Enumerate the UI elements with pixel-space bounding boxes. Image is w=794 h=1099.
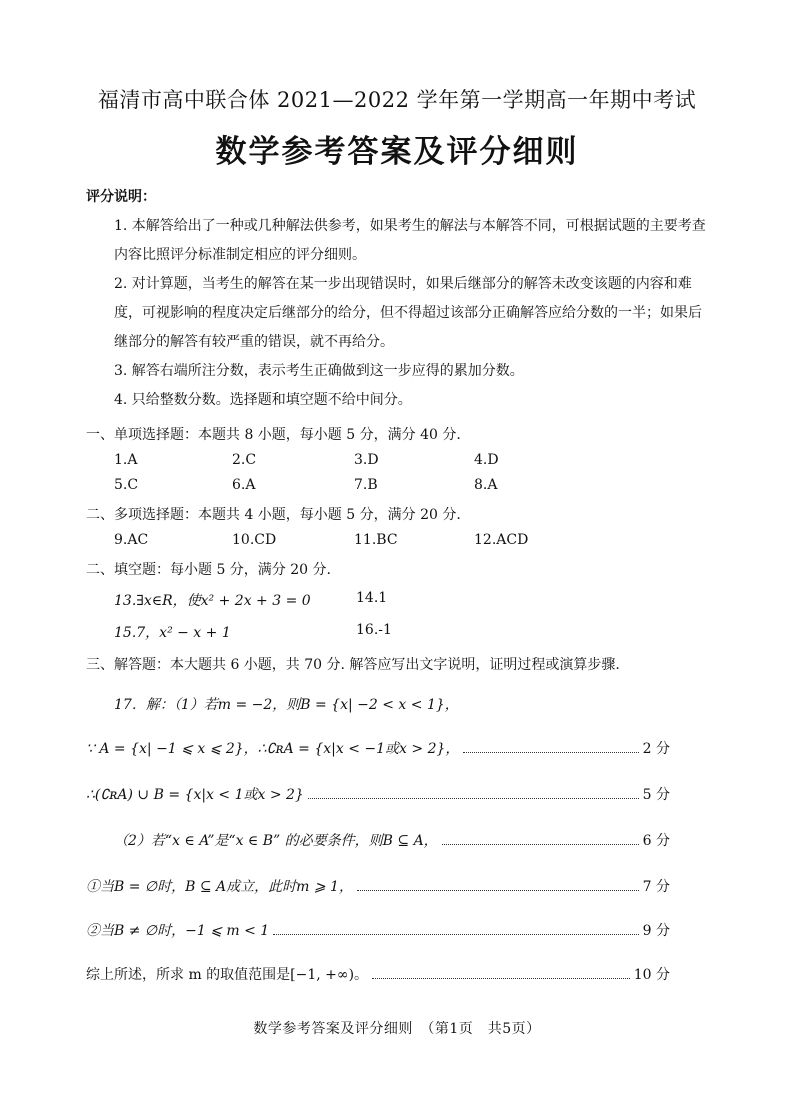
- dot-leader: [308, 798, 639, 799]
- section-solutions-heading: 三、解答题：本大题共 6 小题，共 70 分. 解答应写出文字说明，证明过程或演算步骤.: [86, 657, 620, 673]
- answer-item: 9.AC: [114, 532, 149, 548]
- step-score: 5 分: [642, 787, 670, 803]
- q17-step-text: ②当B ≠ ∅时，−1 ⩽ m < 1: [86, 923, 270, 939]
- answer-item: 10.CD: [232, 532, 277, 548]
- scoring-note-4-text: 4. 只给整数分数。选择题和填空题不给中间分。: [114, 392, 412, 408]
- answer-item: 15.7，x² − x + 1: [114, 625, 231, 641]
- q17-step-text: ①当B = ∅时，B ⊆ A成立，此时m ⩾ 1，: [86, 879, 353, 895]
- answer-item: 14.1: [356, 590, 388, 606]
- section-single-choice-heading: 一、单项选择题：本题共 8 小题，每小题 5 分，满分 40 分.: [86, 427, 461, 443]
- dot-leader: [372, 978, 630, 979]
- scoring-note-1: [86, 212, 714, 270]
- scoring-notes-heading: 评分说明：: [86, 189, 156, 205]
- answer-item: 16.‑1: [356, 622, 392, 638]
- q17-step-text: 综上所述，所求 m 的取值范围是[−1, +∞)。: [86, 967, 369, 983]
- exam-title: 福清市高中联合体 2021—2022 学年第一学期高一年期中考试: [97, 88, 697, 112]
- q17-step-text: ∵ A = {x| −1 ⩽ x ⩽ 2}，∴∁ʀA = {x|x < −1或x > 2}，: [86, 741, 460, 757]
- scoring-note-3-text: 3. 解答右端所注分数，表示考生正确做到这一步应得的累加分数。: [114, 363, 524, 379]
- step-score: 2 分: [642, 741, 670, 757]
- section-multiple-choice-heading: 二、多项选择题：本题共 4 小题，每小题 5 分，满分 20 分.: [86, 507, 461, 523]
- scoring-note-1-text: 1. 本解答给出了一种或几种解法供参考，如果考生的解法与本解答不同，可根据试题的主要考查内容比照评分标准制定相应的评分细则。: [114, 218, 706, 263]
- dot-leader: [273, 934, 638, 935]
- dot-leader: [442, 844, 639, 845]
- step-score: 6 分: [642, 833, 670, 849]
- step-score: 9 分: [642, 923, 670, 939]
- scoring-note-4: [86, 386, 714, 415]
- page-footer: 数学参考答案及评分细则 （第1页 共5页）: [253, 1021, 541, 1037]
- answer-item: 2.C: [232, 452, 257, 468]
- q17-step-row: [86, 964, 670, 984]
- dot-leader: [357, 890, 639, 891]
- scoring-note-2: [86, 270, 714, 357]
- q17-step-row: [114, 830, 670, 850]
- answer-item: 4.D: [474, 452, 499, 468]
- scoring-note-3: [86, 357, 714, 386]
- answer-item: 3.D: [354, 452, 379, 468]
- answer-item: 6.A: [232, 477, 256, 493]
- q17-step-row: [86, 920, 670, 940]
- section-fill-in-heading: 二、填空题：每小题 5 分，满分 20 分.: [86, 562, 331, 578]
- q17-step-row: [86, 784, 670, 804]
- q17-line-1: 17．解：（1）若m = −2，则B = {x| −2 < x < 1}，: [114, 697, 459, 713]
- scoring-note-2-text: 2. 对计算题，当考生的解答在某一步出现错误时，如果后继部分的解答未改变该题的内容和难度，可视影响的程度决定后继部分的给分，但不得超过该部分正确解答应给分数的一半；如果后继部分的解答有较严重的错误，就不再给分。: [114, 276, 702, 350]
- q17-step-text: ∴(∁ʀA) ∪ B = {x|x < 1或x > 2}: [86, 787, 304, 803]
- q17-step-row: [86, 876, 670, 896]
- step-score: 10 分: [633, 967, 670, 983]
- dot-leader: [463, 752, 638, 753]
- answer-item: 1.A: [114, 452, 138, 468]
- answer-item: 13.∃x∈R，使x² + 2x + 3 = 0: [114, 593, 311, 609]
- answer-item: 8.A: [474, 477, 498, 493]
- answer-item: 11.BC: [354, 532, 398, 548]
- step-score: 7 分: [642, 879, 670, 895]
- answer-item: 5.C: [114, 477, 139, 493]
- answer-item: 7.B: [354, 477, 378, 493]
- q17-step-text: （2）若“x ∈ A”是“x ∈ B” 的必要条件，则B ⊆ A，: [114, 833, 438, 849]
- answer-item: 12.ACD: [474, 532, 529, 548]
- q17-step-row: [86, 738, 670, 758]
- document-title: 数学参考答案及评分细则: [215, 134, 579, 170]
